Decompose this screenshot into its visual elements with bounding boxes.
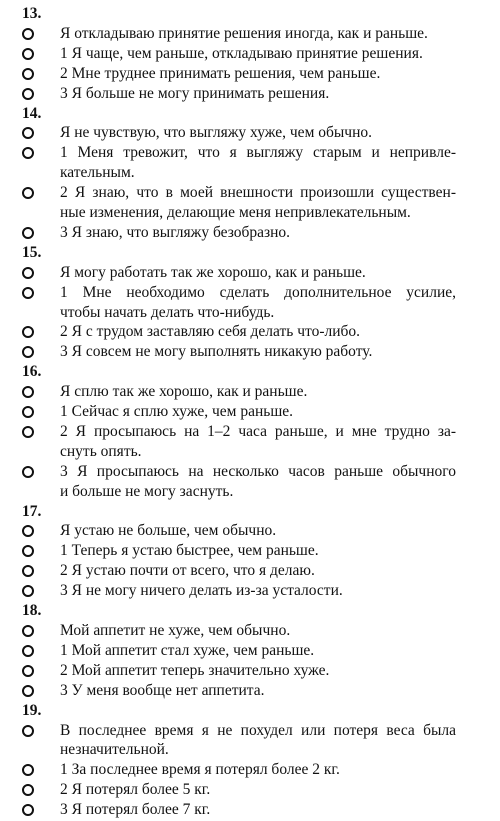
option-line: Я откладываю принятие решения иногда, как и раньше. [60, 24, 428, 42]
question-19 [0, 701, 500, 820]
answer-option-18-2[interactable] [0, 661, 500, 681]
radio-icon[interactable] [22, 466, 34, 478]
option-line: 3 Я просыпаюсь на несколько часов раньше обычного [60, 462, 456, 480]
radio-icon[interactable] [22, 326, 34, 338]
answer-option-16-3[interactable] [0, 462, 500, 502]
answer-option-17-0[interactable] [0, 521, 500, 541]
answer-option-16-2[interactable] [0, 422, 500, 462]
option-text [60, 123, 456, 143]
option-text [60, 422, 456, 462]
option-line: 3 Я знаю, что выгляжу безобразно. [60, 223, 291, 241]
radio-icon[interactable] [22, 804, 34, 816]
option-line: снуть опять. [60, 442, 142, 460]
option-line: Я не чувствую, что выгляжу хуже, чем обычно. [60, 124, 373, 142]
answer-option-16-0[interactable] [0, 382, 500, 402]
option-line: Я устаю не больше, чем обычно. [60, 522, 277, 540]
option-line: 1 Теперь я устаю быстрее, чем раньше. [60, 542, 319, 560]
option-text [60, 760, 456, 780]
answer-option-14-3[interactable] [0, 223, 500, 243]
option-text [60, 64, 456, 84]
option-line: 1 Мой аппетит стал хуже, чем раньше. [60, 641, 315, 659]
option-text [60, 561, 456, 581]
option-line: 2 Я просыпаюсь на 1–2 часа раньше, и мне трудно за- [60, 422, 456, 440]
option-text [60, 24, 456, 44]
option-text [60, 263, 456, 283]
question-number: 16. [22, 363, 42, 381]
answer-option-15-3[interactable] [0, 342, 500, 362]
answer-option-15-1[interactable] [0, 283, 500, 323]
question-number: 19. [22, 701, 42, 719]
answer-option-15-2[interactable] [0, 322, 500, 342]
option-text [60, 84, 456, 104]
option-text [60, 581, 456, 601]
option-line: и больше не могу заснуть. [60, 482, 234, 500]
radio-icon[interactable] [22, 48, 34, 60]
answer-option-19-2[interactable] [0, 780, 500, 800]
option-text [60, 621, 456, 641]
answer-option-18-1[interactable] [0, 641, 500, 661]
option-text [60, 322, 456, 342]
radio-icon[interactable] [22, 665, 34, 677]
option-line: кательным. [60, 164, 135, 182]
option-line: Я могу работать так же хорошо, как и раньше. [60, 263, 366, 281]
radio-icon[interactable] [22, 267, 34, 279]
option-text [60, 462, 456, 502]
option-line: 2 Я потерял более 5 кг. [60, 781, 211, 799]
answer-option-18-3[interactable] [0, 681, 500, 701]
option-text [60, 681, 456, 701]
option-line: 2 Мой аппетит теперь значительно хуже. [60, 661, 330, 679]
option-line: 3 Я не могу ничего делать из-за усталости. [60, 582, 343, 600]
question-number: 14. [22, 104, 42, 122]
option-text [60, 223, 456, 243]
option-line: 3 Я совсем не могу выполнять никакую работу. [60, 343, 373, 361]
option-line: 2 Я знаю, что в моей внешности произошли существен- [60, 184, 456, 202]
answer-option-13-1[interactable] [0, 44, 500, 64]
answer-option-17-2[interactable] [0, 561, 500, 581]
radio-icon[interactable] [22, 685, 34, 697]
option-line: незначительной. [60, 741, 169, 759]
option-line: 3 Я потерял более 7 кг. [60, 801, 211, 819]
question-16 [0, 362, 500, 501]
radio-icon[interactable] [22, 426, 34, 438]
answer-option-14-0[interactable] [0, 123, 500, 143]
option-text [60, 661, 456, 681]
radio-icon[interactable] [22, 545, 34, 557]
option-line: ные изменения, делающие меня непривлекательным. [60, 204, 411, 222]
option-text [60, 283, 456, 323]
option-line: 1 Мне необходимо сделать дополнительное усилие, [60, 283, 456, 301]
option-text [60, 721, 456, 761]
answer-option-19-0[interactable] [0, 721, 500, 761]
answer-option-17-3[interactable] [0, 581, 500, 601]
option-text [60, 44, 456, 64]
answer-option-19-3[interactable] [0, 800, 500, 820]
radio-icon[interactable] [22, 645, 34, 657]
radio-icon[interactable] [22, 585, 34, 597]
question-15 [0, 243, 500, 362]
option-line: 2 Я с трудом заставляю себя делать что-либо. [60, 323, 361, 341]
answer-option-14-2[interactable] [0, 183, 500, 223]
radio-icon[interactable] [22, 227, 34, 239]
radio-icon[interactable] [22, 147, 34, 159]
radio-icon[interactable] [22, 346, 34, 358]
option-line: Я сплю так же хорошо, как и раньше. [60, 383, 308, 401]
option-text [60, 382, 456, 402]
answer-option-13-0[interactable] [0, 24, 500, 44]
option-line: В последнее время я не похудел или потеря веса была [60, 721, 456, 739]
option-text [60, 521, 456, 541]
option-text [60, 143, 456, 183]
answer-option-18-0[interactable] [0, 621, 500, 641]
option-text [60, 780, 456, 800]
answer-option-14-1[interactable] [0, 143, 500, 183]
question-13 [0, 4, 500, 104]
radio-icon[interactable] [22, 28, 34, 40]
option-text [60, 342, 456, 362]
radio-icon[interactable] [22, 565, 34, 577]
option-line: 3 У меня вообще нет аппетита. [60, 681, 265, 699]
option-text [60, 402, 456, 422]
radio-icon[interactable] [22, 725, 34, 737]
option-line: чтобы начать делать что-нибудь. [60, 303, 275, 321]
radio-icon[interactable] [22, 88, 34, 100]
question-number: 17. [22, 502, 42, 520]
question-number: 15. [22, 243, 42, 261]
radio-icon[interactable] [22, 287, 34, 299]
question-number: 13. [22, 5, 42, 22]
option-line: 1 За последнее время я потерял более 2 кг. [60, 761, 340, 779]
question-number: 18. [22, 602, 42, 620]
answer-option-17-1[interactable] [0, 541, 500, 561]
option-line: 1 Я чаще, чем раньше, откладываю принятие решения. [60, 44, 423, 62]
radio-icon[interactable] [22, 784, 34, 796]
question-18 [0, 601, 500, 701]
radio-icon[interactable] [22, 68, 34, 80]
question-14 [0, 104, 500, 243]
radio-icon[interactable] [22, 764, 34, 776]
option-line: 1 Сейчас я сплю хуже, чем раньше. [60, 403, 294, 421]
radio-icon[interactable] [22, 406, 34, 418]
option-line: Мой аппетит не хуже, чем обычно. [60, 622, 291, 639]
option-text [60, 641, 456, 661]
answer-option-19-1[interactable] [0, 760, 500, 780]
option-line: 2 Мне труднее принимать решения, чем раньше. [60, 64, 381, 82]
option-text [60, 183, 456, 223]
option-text [60, 541, 456, 561]
answer-option-13-2[interactable] [0, 64, 500, 84]
radio-icon[interactable] [22, 525, 34, 537]
answer-option-16-1[interactable] [0, 402, 500, 422]
answer-option-15-0[interactable] [0, 263, 500, 283]
radio-icon[interactable] [22, 127, 34, 139]
option-line: 1 Меня тревожит, что я выгляжу старым и непривле- [60, 144, 456, 162]
option-line: 3 Я больше не могу принимать решения. [60, 84, 330, 102]
option-line: 2 Я устаю почти от всего, что я делаю. [60, 562, 315, 580]
radio-icon[interactable] [22, 625, 34, 637]
question-17 [0, 502, 500, 602]
option-text [60, 800, 456, 820]
radio-icon[interactable] [22, 386, 34, 398]
radio-icon[interactable] [22, 187, 34, 199]
answer-option-13-3[interactable] [0, 84, 500, 104]
